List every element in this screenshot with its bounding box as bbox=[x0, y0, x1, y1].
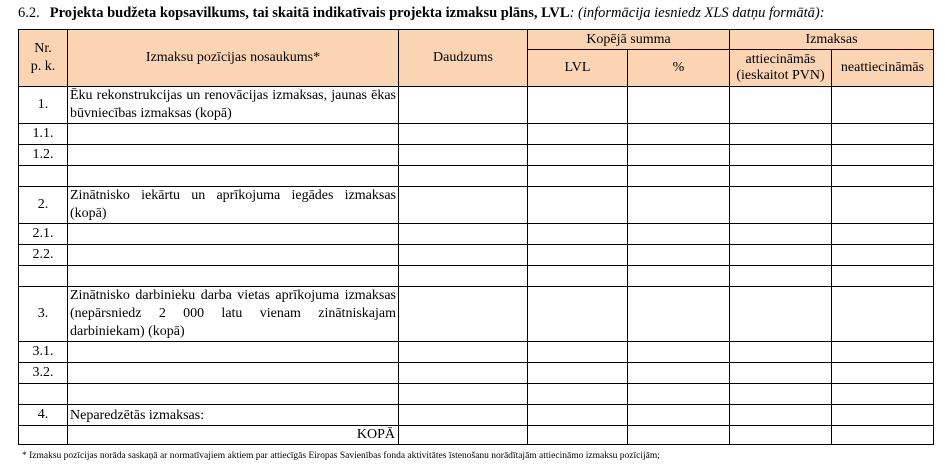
table-row bbox=[19, 384, 934, 405]
percent-cell[interactable] bbox=[628, 187, 730, 224]
header-eligible-line2: (ieskaitot PVN) bbox=[736, 68, 825, 83]
percent-cell[interactable] bbox=[628, 363, 730, 384]
eligible-cell[interactable] bbox=[730, 145, 832, 166]
row-description bbox=[68, 124, 399, 145]
row-description bbox=[68, 245, 399, 266]
row-description bbox=[68, 224, 399, 245]
quantity-cell[interactable] bbox=[399, 342, 528, 363]
section-title: Projekta budžeta kopsavilkums, tai skaitā indikatīvais projekta izmaksu plāns, LVL bbox=[49, 5, 570, 21]
percent-cell[interactable] bbox=[628, 342, 730, 363]
quantity-cell[interactable] bbox=[399, 363, 528, 384]
lvl-cell[interactable] bbox=[528, 384, 628, 405]
ineligible-cell[interactable] bbox=[832, 166, 934, 187]
table-row bbox=[19, 87, 934, 124]
percent-cell[interactable] bbox=[628, 245, 730, 266]
row-number: 3. bbox=[19, 287, 68, 342]
header-percent: % bbox=[628, 50, 730, 87]
ineligible-cell[interactable] bbox=[832, 87, 934, 124]
quantity-cell[interactable] bbox=[399, 384, 528, 405]
table-row bbox=[19, 287, 934, 342]
eligible-cell[interactable] bbox=[730, 245, 832, 266]
eligible-cell[interactable] bbox=[730, 224, 832, 245]
header-name: Izmaksu pozīcijas nosaukums* bbox=[68, 30, 399, 87]
table-row bbox=[19, 245, 934, 266]
quantity-cell[interactable] bbox=[399, 124, 528, 145]
quantity-cell[interactable] bbox=[399, 224, 528, 245]
ineligible-cell[interactable] bbox=[832, 405, 934, 426]
quantity-cell[interactable] bbox=[399, 166, 528, 187]
total-row bbox=[19, 426, 934, 445]
eligible-cell[interactable] bbox=[730, 287, 832, 342]
ineligible-cell[interactable] bbox=[832, 363, 934, 384]
total-percent-cell[interactable] bbox=[628, 426, 730, 445]
percent-cell[interactable] bbox=[628, 87, 730, 124]
row-description: Zinātnisko iekārtu un aprīkojuma iegādes izmaksas (kopā) bbox=[68, 187, 399, 224]
row-number: 3.2. bbox=[19, 363, 68, 384]
row-number: 4. bbox=[19, 405, 68, 426]
row-description bbox=[68, 342, 399, 363]
lvl-cell[interactable] bbox=[528, 266, 628, 287]
ineligible-cell[interactable] bbox=[832, 266, 934, 287]
header-nr-line2: p. k. bbox=[30, 59, 56, 74]
table-row bbox=[19, 166, 934, 187]
lvl-cell[interactable] bbox=[528, 166, 628, 187]
footnote: * Izmaksu pozīcijas norāda saskaņā ar normatīvajiem aktiem par attiecīgās Eiropas Savienības fonda aktivitātes īstenošanu norādītajām attiecināmo izmaksu pozīcijām; bbox=[22, 451, 660, 461]
row-number: 1.1. bbox=[19, 124, 68, 145]
ineligible-cell[interactable] bbox=[832, 342, 934, 363]
eligible-cell[interactable] bbox=[730, 87, 832, 124]
ineligible-cell[interactable] bbox=[832, 224, 934, 245]
quantity-cell[interactable] bbox=[399, 245, 528, 266]
table-row bbox=[19, 145, 934, 166]
quantity-cell[interactable] bbox=[399, 266, 528, 287]
section-heading bbox=[18, 3, 938, 23]
quantity-cell[interactable] bbox=[399, 145, 528, 166]
header-total: Kopējā summa bbox=[528, 30, 730, 50]
table-row bbox=[19, 363, 934, 384]
lvl-cell[interactable] bbox=[528, 363, 628, 384]
row-description: Zinātnisko darbinieku darba vietas aprīkojuma izmaksas (nepārsniedz 2 000 latu vienam zinātniskajam darbiniekam) (kopā) bbox=[68, 287, 399, 342]
quantity-cell[interactable] bbox=[399, 87, 528, 124]
row-description bbox=[68, 145, 399, 166]
ineligible-cell[interactable] bbox=[832, 384, 934, 405]
percent-cell[interactable] bbox=[628, 384, 730, 405]
lvl-cell[interactable] bbox=[528, 405, 628, 426]
eligible-cell[interactable] bbox=[730, 266, 832, 287]
header-nr bbox=[19, 30, 68, 87]
eligible-cell[interactable] bbox=[730, 405, 832, 426]
row-number: 2.2. bbox=[19, 245, 68, 266]
section-number: 6.2. bbox=[18, 5, 40, 21]
ineligible-cell[interactable] bbox=[832, 287, 934, 342]
row-description bbox=[68, 166, 399, 187]
section-note: : (informācija iesniedz XLS datņu formātā): bbox=[569, 5, 825, 21]
header-eligible-line1: attiecināmās bbox=[745, 52, 816, 67]
total-eligible-cell[interactable] bbox=[730, 426, 832, 445]
row-description bbox=[68, 266, 399, 287]
header-eligible bbox=[730, 50, 832, 87]
percent-cell[interactable] bbox=[628, 266, 730, 287]
table-row bbox=[19, 266, 934, 287]
header-ineligible: neattiecināmās bbox=[832, 50, 934, 87]
lvl-cell[interactable] bbox=[528, 145, 628, 166]
quantity-cell[interactable] bbox=[399, 287, 528, 342]
lvl-cell[interactable] bbox=[528, 287, 628, 342]
total-quantity-cell[interactable] bbox=[399, 426, 528, 445]
percent-cell[interactable] bbox=[628, 124, 730, 145]
table-row bbox=[19, 405, 934, 426]
quantity-cell[interactable] bbox=[399, 405, 528, 426]
table-row bbox=[19, 187, 934, 224]
budget-table bbox=[18, 29, 934, 445]
eligible-cell[interactable] bbox=[730, 384, 832, 405]
lvl-cell[interactable] bbox=[528, 245, 628, 266]
row-number: 1.2. bbox=[19, 145, 68, 166]
row-number: 1. bbox=[19, 87, 68, 124]
percent-cell[interactable] bbox=[628, 166, 730, 187]
total-ineligible-cell[interactable] bbox=[832, 426, 934, 445]
ineligible-cell[interactable] bbox=[832, 145, 934, 166]
total-nr-cell bbox=[19, 426, 68, 445]
lvl-cell[interactable] bbox=[528, 187, 628, 224]
percent-cell[interactable] bbox=[628, 287, 730, 342]
row-description: Neparedzētās izmaksas: bbox=[68, 405, 399, 426]
row-description: Ēku rekonstrukcijas un renovācijas izmaksas, jaunas ēkas būvniecības izmaksas (kopā) bbox=[68, 87, 399, 124]
row-number: 2.1. bbox=[19, 224, 68, 245]
percent-cell[interactable] bbox=[628, 224, 730, 245]
header-costs: Izmaksas bbox=[730, 30, 934, 50]
row-number: 3.1. bbox=[19, 342, 68, 363]
header-lvl: LVL bbox=[528, 50, 628, 87]
eligible-cell[interactable] bbox=[730, 363, 832, 384]
eligible-cell[interactable] bbox=[730, 342, 832, 363]
quantity-cell[interactable] bbox=[399, 187, 528, 224]
row-number bbox=[19, 266, 68, 287]
row-description bbox=[68, 363, 399, 384]
row-number bbox=[19, 166, 68, 187]
header-nr-line1: Nr. bbox=[34, 41, 52, 56]
table-row bbox=[19, 224, 934, 245]
table-row bbox=[19, 124, 934, 145]
eligible-cell[interactable] bbox=[730, 187, 832, 224]
lvl-cell[interactable] bbox=[528, 124, 628, 145]
row-number: 2. bbox=[19, 187, 68, 224]
ineligible-cell[interactable] bbox=[832, 245, 934, 266]
row-number bbox=[19, 384, 68, 405]
table-row bbox=[19, 342, 934, 363]
lvl-cell[interactable] bbox=[528, 224, 628, 245]
percent-cell[interactable] bbox=[628, 405, 730, 426]
eligible-cell[interactable] bbox=[730, 124, 832, 145]
total-label: KOPĀ bbox=[68, 426, 399, 445]
ineligible-cell[interactable] bbox=[832, 187, 934, 224]
ineligible-cell[interactable] bbox=[832, 124, 934, 145]
row-description bbox=[68, 384, 399, 405]
header-quantity: Daudzums bbox=[399, 30, 528, 87]
lvl-cell[interactable] bbox=[528, 87, 628, 124]
total-lvl-cell[interactable] bbox=[528, 426, 628, 445]
percent-cell[interactable] bbox=[628, 145, 730, 166]
lvl-cell[interactable] bbox=[528, 342, 628, 363]
eligible-cell[interactable] bbox=[730, 166, 832, 187]
